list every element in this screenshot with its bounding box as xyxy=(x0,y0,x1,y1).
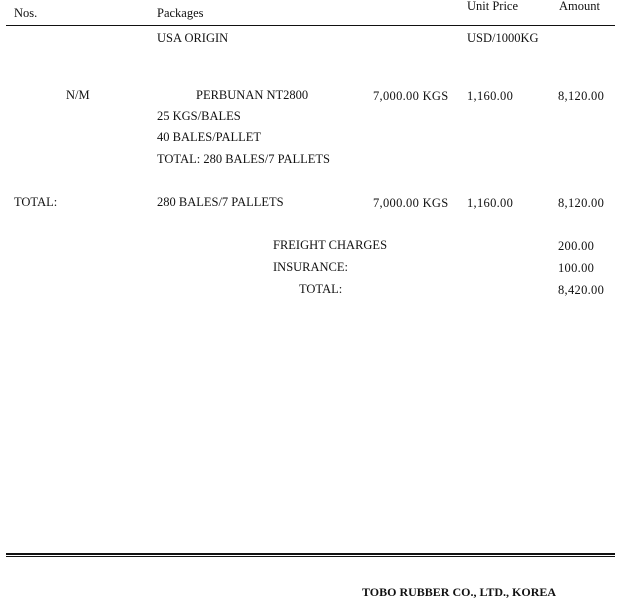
currency-unit: USD/1000KG xyxy=(467,31,539,45)
header-rule xyxy=(6,25,615,26)
total-amount: 8,120.00 xyxy=(558,196,605,210)
origin-text: USA ORIGIN xyxy=(157,31,229,45)
total-label: TOTAL: xyxy=(14,195,58,209)
shipping-marks: N/M xyxy=(66,88,90,102)
packing-detail-3: TOTAL: 280 BALES/7 PALLETS xyxy=(157,152,330,166)
item-amount: 8,120.00 xyxy=(558,89,605,103)
grand-total-label: TOTAL: xyxy=(299,282,343,296)
column-header-packages: Packages xyxy=(157,6,204,20)
freight-charges-label: FREIGHT CHARGES xyxy=(273,238,388,252)
total-quantity: 7,000.00 KGS xyxy=(373,196,449,210)
column-header-nos: Nos. xyxy=(14,6,38,20)
item-quantity: 7,000.00 KGS xyxy=(373,89,449,103)
item-unit-price: 1,160.00 xyxy=(467,89,514,103)
freight-charges-amount: 200.00 xyxy=(558,239,595,253)
total-packages: 280 BALES/7 PALLETS xyxy=(157,195,284,209)
total-unit-price: 1,160.00 xyxy=(467,196,514,210)
insurance-amount: 100.00 xyxy=(558,261,595,275)
company-name: TOBO RUBBER CO., LTD., KOREA xyxy=(362,585,557,599)
column-header-unit-price: Unit Price xyxy=(467,0,519,13)
insurance-label: INSURANCE: xyxy=(273,260,349,274)
packing-detail-2: 40 BALES/PALLET xyxy=(157,130,262,144)
product-name: PERBUNAN NT2800 xyxy=(196,88,309,102)
footer-rule-bottom xyxy=(6,556,615,557)
column-header-amount: Amount xyxy=(559,0,600,13)
footer-rule-top xyxy=(6,553,615,555)
packing-detail-1: 25 KGS/BALES xyxy=(157,109,241,123)
grand-total-amount: 8,420.00 xyxy=(558,283,605,297)
